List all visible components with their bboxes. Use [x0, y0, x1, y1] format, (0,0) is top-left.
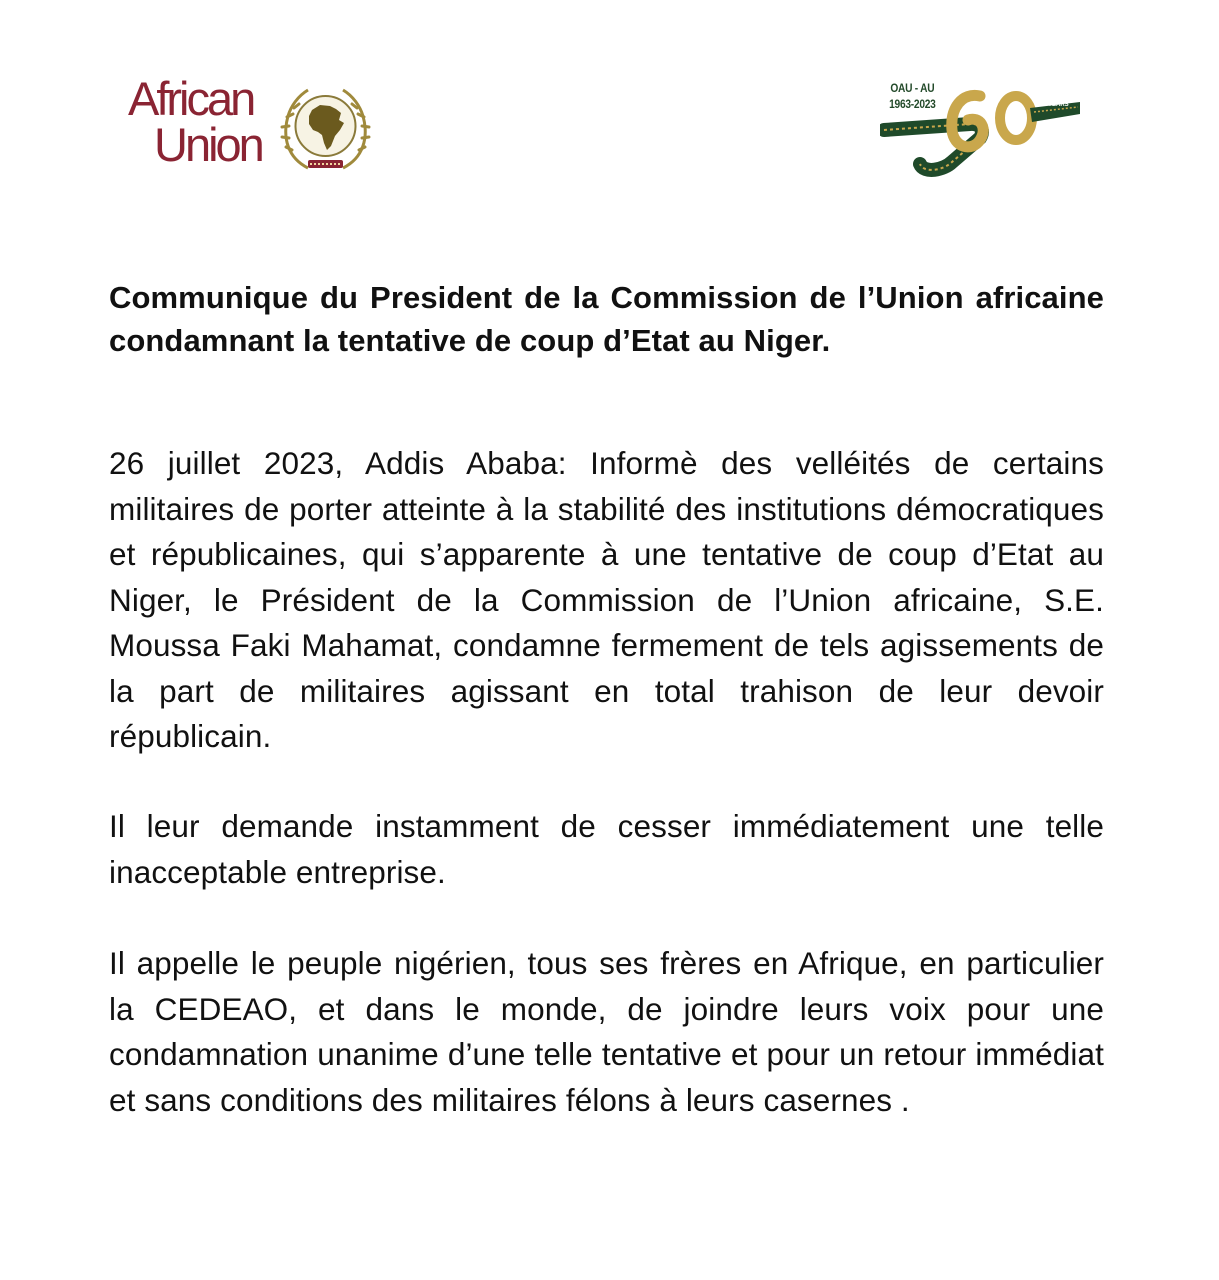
paragraph-3: Il appelle le peuple nigérien, tous ses frères en Afrique, en particulier la CEDEAO, et dans le monde, de joindre leurs voix pour une condamnation unanime d’une telle tentative et pour un retour immédiat et sans conditions des militaires félons à leurs casernes . — [109, 945, 1104, 1118]
jubilee-line2: 1963-2023 — [889, 97, 936, 111]
paragraph-1: 26 juillet 2023, Addis Ababa: Informè des velléités de certains militaires de porter atteinte à la stabilité des institutions démocratiques et républicaines, qui s’apparente à une tentative de coup d’Etat au Niger, le Président de la Commission de l’Union africaine, S.E. Moussa Faki Mahamat, condamne fermement de tels agissements de la part de militaires agissant en total trahison de leur devoir républicain. — [109, 445, 1104, 754]
au-wordmark-line1: African — [128, 72, 254, 125]
jubilee-badge-text: YEARS — [1048, 102, 1069, 108]
communique-title: Communique du President de la Commission de l’Union africaine condamnant la tentative de coup d’Etat au Niger. — [109, 280, 1104, 358]
jubilee-line1: OAU - AU — [890, 81, 935, 95]
au-wordmark-line2: Union — [154, 118, 262, 171]
paragraph-2: Il leur demande instamment de cesser immédiatement une telle inacceptable entreprise. — [109, 808, 1104, 890]
au-wordmark — [128, 72, 262, 171]
jubilee-caption — [886, 80, 939, 112]
oau-au-60-years-logo — [880, 78, 1090, 178]
african-union-logo — [128, 72, 378, 184]
au-emblem-africa-map-icon — [278, 80, 373, 180]
